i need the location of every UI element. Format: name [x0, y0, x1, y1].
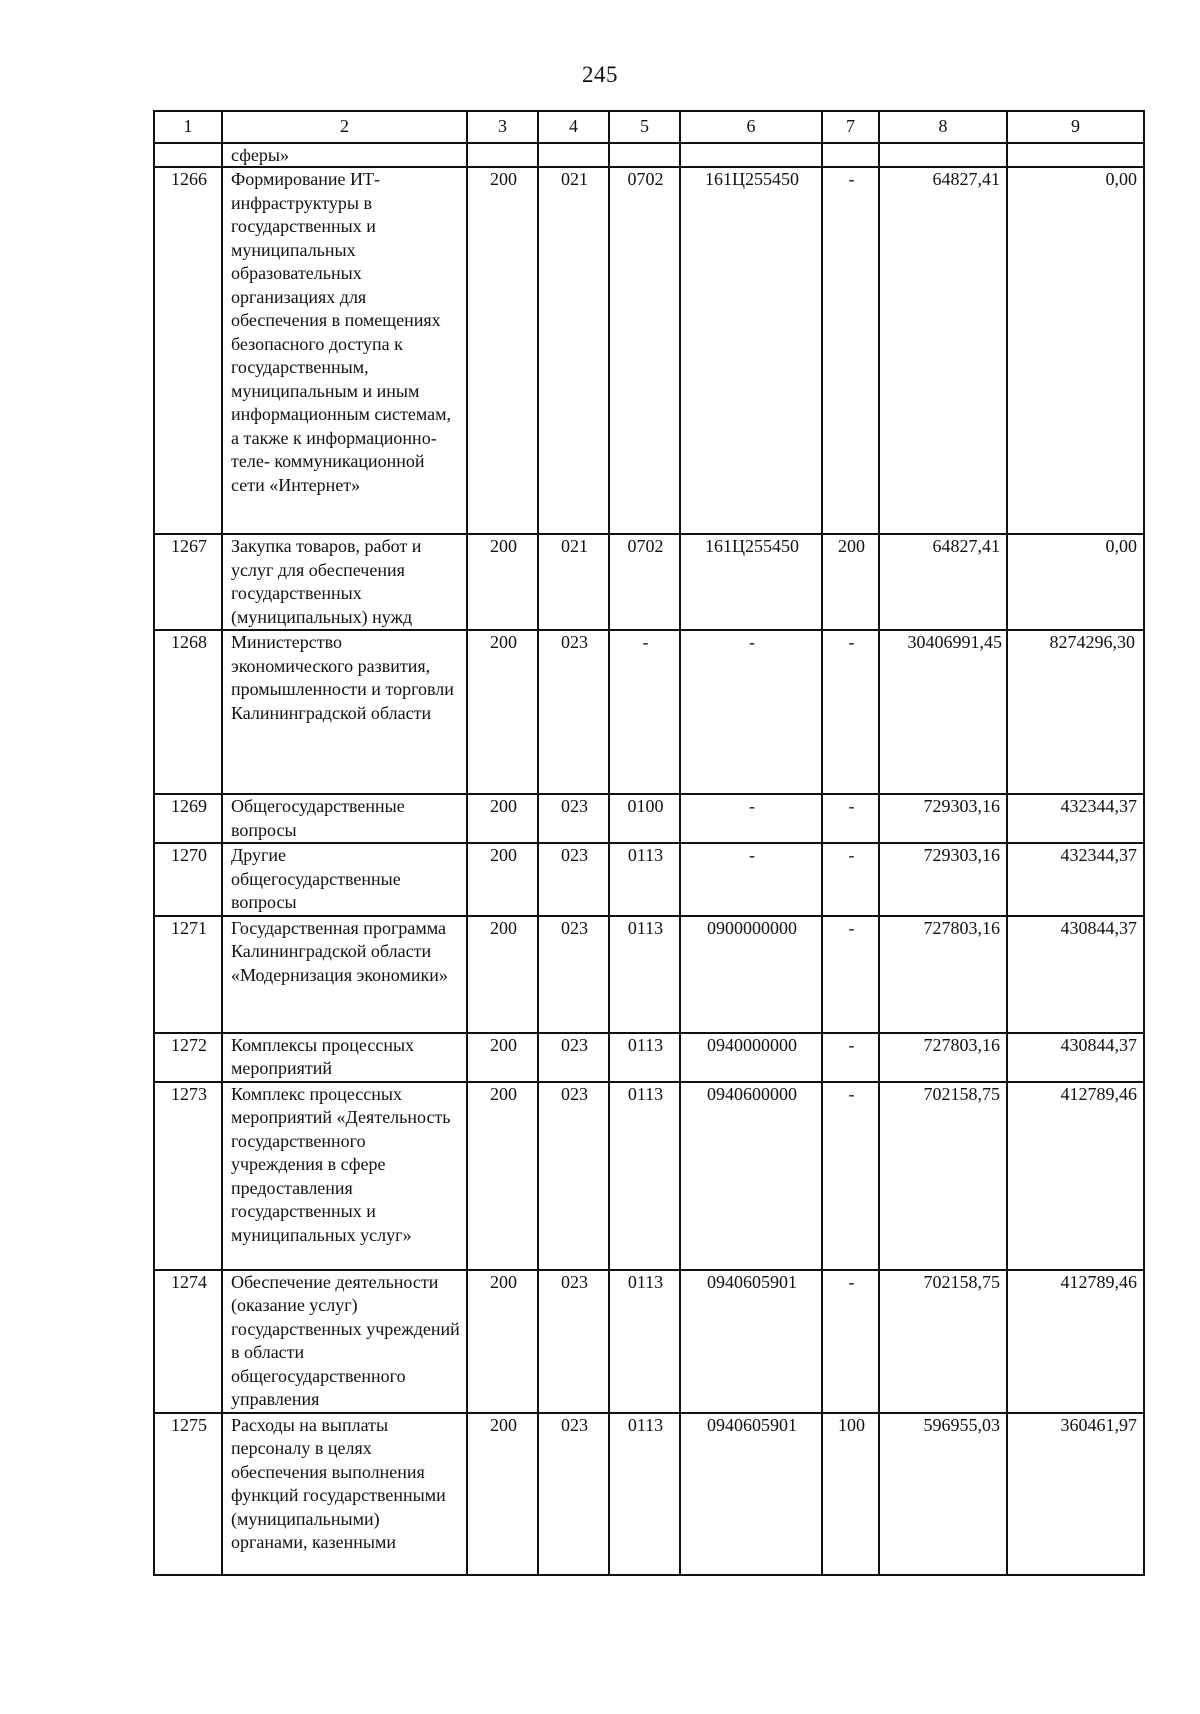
- col-9-amount: 0,00: [1007, 167, 1144, 534]
- column-header: 7: [822, 111, 879, 143]
- row-name: Расходы на выплаты персоналу в целях обеспечения выполнения функций государственными (муниципальными) органами, казенными: [222, 1413, 467, 1575]
- col-8-amount: 727803,16: [879, 916, 1007, 1033]
- row-name: Государственная программа Калининградской области «Модернизация экономики»: [222, 916, 467, 1033]
- col-6-value: -: [680, 843, 822, 916]
- table-row: [154, 167, 1144, 534]
- column-header: 1: [154, 111, 222, 143]
- col-4-value: 021: [538, 167, 609, 534]
- col-8-amount: 30406991,45: [879, 630, 1007, 794]
- col-9-amount: 412789,46: [1007, 1082, 1144, 1270]
- col-4-value: 023: [538, 1082, 609, 1270]
- row-name: Формирование ИТ-инфраструктуры в государственных и муниципальных образовательных организациях для обеспечения в помещениях безопасного доступа к государственным, муниципальным и иным информационным системам, а также к информационно-теле- коммуникационной сети «Интернет»: [222, 167, 467, 534]
- col-3-value: 200: [467, 1082, 538, 1270]
- col-3-value: 200: [467, 1033, 538, 1082]
- row-number: 1267: [154, 534, 222, 630]
- col-4-value: 023: [538, 916, 609, 1033]
- col-4-value: 023: [538, 1033, 609, 1082]
- col-3-value: 200: [467, 1413, 538, 1575]
- row-number: 1270: [154, 843, 222, 916]
- col-8-amount: 596955,03: [879, 1413, 1007, 1575]
- col-5-value: 0113: [609, 1413, 680, 1575]
- table-row: [154, 916, 1144, 1033]
- col-6-value: 0940605901: [680, 1413, 822, 1575]
- row-number: 1268: [154, 630, 222, 794]
- column-header: 4: [538, 111, 609, 143]
- page-number: 245: [582, 62, 618, 87]
- col-6-value: 0900000000: [680, 916, 822, 1033]
- col-6-value: 161Ц255450: [680, 167, 822, 534]
- row-name: Другие общегосударственные вопросы: [222, 843, 467, 916]
- col-9-amount: 0,00: [1007, 534, 1144, 630]
- row-number: 1269: [154, 794, 222, 843]
- row-name: Комплексы процессных мероприятий: [222, 1033, 467, 1082]
- table-row: [154, 794, 1144, 843]
- column-header: 5: [609, 111, 680, 143]
- col-5-value: 0113: [609, 1033, 680, 1082]
- continuation-text: сферы»: [222, 143, 467, 167]
- col-8-amount: 702158,75: [879, 1270, 1007, 1413]
- col-4-value: 023: [538, 843, 609, 916]
- row-number: 1272: [154, 1033, 222, 1082]
- col-5-value: 0113: [609, 916, 680, 1033]
- col-9-amount: 8274296,30: [1007, 630, 1144, 794]
- col-3-value: 200: [467, 630, 538, 794]
- row-name: Министерство экономического развития, промышленности и торговли Калининградской области: [222, 630, 467, 794]
- row-name: Комплекс процессных мероприятий «Деятельность государственного учреждения в сфере предоставления государственных и муниципальных услуг»: [222, 1082, 467, 1270]
- col-3-value: 200: [467, 1270, 538, 1413]
- col-7-value: -: [822, 167, 879, 534]
- col-7-value: -: [822, 843, 879, 916]
- col-9-amount: 412789,46: [1007, 1270, 1144, 1413]
- col-6-value: -: [680, 794, 822, 843]
- budget-table: [153, 110, 1145, 1576]
- col-5-value: 0702: [609, 534, 680, 630]
- col-6-value: 0940605901: [680, 1270, 822, 1413]
- col-5-value: 0113: [609, 1270, 680, 1413]
- col-7-value: -: [822, 794, 879, 843]
- col-9-amount: 432344,37: [1007, 843, 1144, 916]
- table-row: [154, 1033, 1144, 1082]
- col-7-value: -: [822, 630, 879, 794]
- col-3-value: 200: [467, 794, 538, 843]
- col-5-value: 0113: [609, 1082, 680, 1270]
- table-row: [154, 630, 1144, 794]
- continuation-row: [154, 143, 1144, 167]
- column-header: 8: [879, 111, 1007, 143]
- row-number: 1266: [154, 167, 222, 534]
- col-6-value: -: [680, 630, 822, 794]
- col-6-value: 0940000000: [680, 1033, 822, 1082]
- col-3-value: 200: [467, 916, 538, 1033]
- table-row: [154, 1082, 1144, 1270]
- col-7-value: -: [822, 916, 879, 1033]
- col-8-amount: 702158,75: [879, 1082, 1007, 1270]
- header-row: [154, 111, 1144, 143]
- col-3-value: 200: [467, 167, 538, 534]
- col-7-value: -: [822, 1270, 879, 1413]
- row-name: Общегосударственные вопросы: [222, 794, 467, 843]
- col-7-value: 100: [822, 1413, 879, 1575]
- row-number: 1275: [154, 1413, 222, 1575]
- col-7-value: -: [822, 1082, 879, 1270]
- column-header: 9: [1007, 111, 1144, 143]
- col-6-value: 161Ц255450: [680, 534, 822, 630]
- col-4-value: 023: [538, 794, 609, 843]
- col-9-amount: 360461,97: [1007, 1413, 1144, 1575]
- col-9-amount: 430844,37: [1007, 916, 1144, 1033]
- col-7-value: 200: [822, 534, 879, 630]
- col-9-amount: 432344,37: [1007, 794, 1144, 843]
- col-4-value: 023: [538, 1270, 609, 1413]
- col-3-value: 200: [467, 534, 538, 630]
- col-6-value: 0940600000: [680, 1082, 822, 1270]
- row-name: Обеспечение деятельности (оказание услуг) государственных учреждений в области общегосударственного управления: [222, 1270, 467, 1413]
- col-5-value: 0702: [609, 167, 680, 534]
- col-4-value: 021: [538, 534, 609, 630]
- column-header: 3: [467, 111, 538, 143]
- row-number: 1274: [154, 1270, 222, 1413]
- row-number: 1271: [154, 916, 222, 1033]
- row-name: Закупка товаров, работ и услуг для обеспечения государственных (муниципальных) нужд: [222, 534, 467, 630]
- col-5-value: 0113: [609, 843, 680, 916]
- col-3-value: 200: [467, 843, 538, 916]
- col-8-amount: 64827,41: [879, 534, 1007, 630]
- table-row: [154, 534, 1144, 630]
- col-8-amount: 729303,16: [879, 843, 1007, 916]
- table-row: [154, 1413, 1144, 1575]
- col-4-value: 023: [538, 1413, 609, 1575]
- col-5-value: 0100: [609, 794, 680, 843]
- table-row: [154, 1270, 1144, 1413]
- col-8-amount: 729303,16: [879, 794, 1007, 843]
- table-row: [154, 843, 1144, 916]
- col-8-amount: 64827,41: [879, 167, 1007, 534]
- col-5-value: -: [609, 630, 680, 794]
- column-header: 6: [680, 111, 822, 143]
- column-header: 2: [222, 111, 467, 143]
- row-number: 1273: [154, 1082, 222, 1270]
- col-7-value: -: [822, 1033, 879, 1082]
- col-8-amount: 727803,16: [879, 1033, 1007, 1082]
- col-4-value: 023: [538, 630, 609, 794]
- col-9-amount: 430844,37: [1007, 1033, 1144, 1082]
